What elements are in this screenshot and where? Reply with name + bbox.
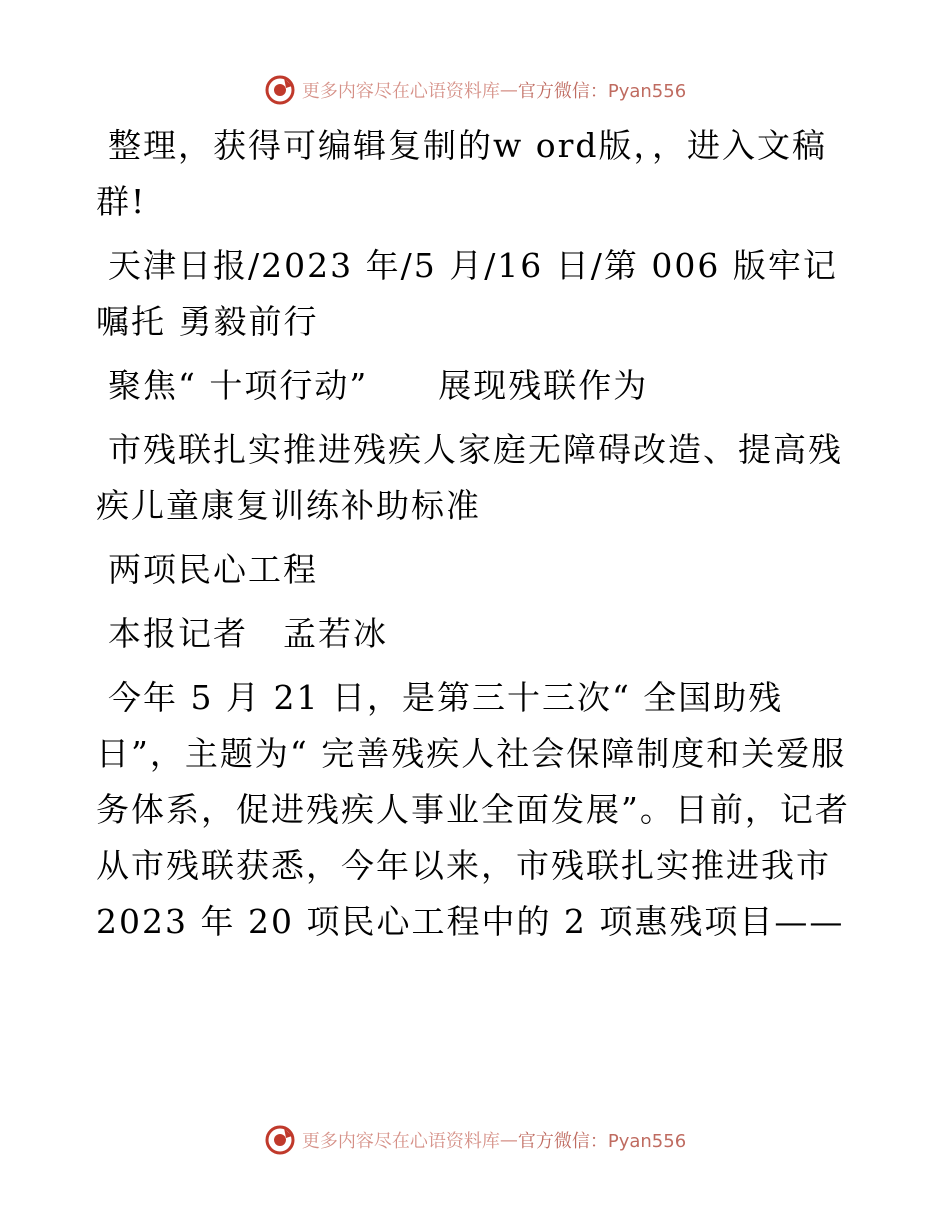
watermark-wechat: 官方微信：Pyan556: [517, 1131, 687, 1152]
paragraph-intro: 整理，获得可编辑复制的w ord版，，进入文稿群!: [96, 126, 828, 221]
watermark-wechat: 官方微信：Pyan556: [517, 81, 687, 102]
document-body: [96, 118, 866, 958]
brand-logo-icon: [264, 1124, 296, 1156]
paragraph-byline: 本报记者 孟若冰: [108, 614, 388, 653]
watermark-footer: [0, 1122, 950, 1158]
watermark-text: 更多内容尽在心语资料库: [301, 81, 500, 102]
paragraph-source: 天津日报/2023 年/5 月/16 日/第 006 版牢记嘱托 勇毅前行: [96, 246, 838, 341]
paragraph-body: 今年 5 月 21 日，是第三十三次“ 全国助残日”，主题为“ 完善残疾人社会保障制度和关爱服务体系，促进残疾人事业全面发展”。日前，记者从市残联获悉，今年以来，市残联扎实推进我市 2023 年 20 项民心工程中的 2 项惠残项目——: [96, 678, 850, 941]
watermark-separator: —: [499, 1129, 518, 1151]
paragraph-subheadline: 市残联扎实推进残疾人家庭无障碍改造、提高残疾儿童康复训练补助标准: [96, 430, 843, 525]
brand-logo-icon: [264, 74, 296, 106]
paragraph-subheadline-2: 两项民心工程: [108, 550, 318, 589]
watermark-separator: —: [499, 79, 518, 101]
watermark-text: 更多内容尽在心语资料库: [301, 1131, 500, 1152]
watermark-header: [0, 72, 950, 108]
paragraph-headline: 聚焦“ 十项行动” 展现残联作为: [108, 366, 649, 405]
